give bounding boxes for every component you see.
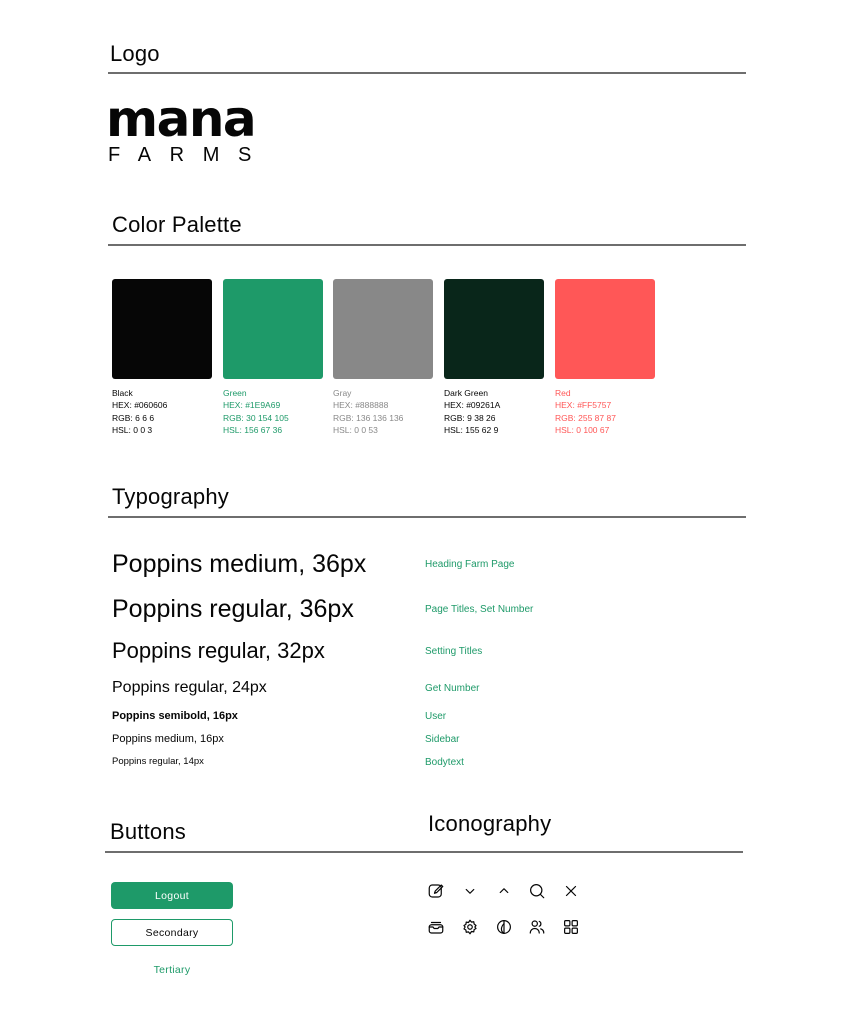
- grid-icon[interactable]: [562, 918, 580, 936]
- type-usage: Bodytext: [425, 757, 464, 768]
- edit-icon[interactable]: [427, 882, 445, 900]
- swatch-info: [112, 387, 212, 437]
- divider: [108, 516, 746, 518]
- swatch-rgb: RGB: 30 154 105: [223, 412, 289, 423]
- divider: [105, 851, 743, 853]
- swatch-hex: HEX: #888888: [333, 400, 389, 411]
- swatch-name: Red: [555, 388, 571, 398]
- inbox-icon[interactable]: [427, 918, 445, 936]
- type-sample-semibold-16: Poppins semibold, 16px: [112, 710, 238, 722]
- tertiary-button[interactable]: Tertiary: [153, 963, 191, 976]
- type-usage: Sidebar: [425, 734, 460, 745]
- swatch-hex: HEX: #FF5757: [555, 400, 612, 411]
- swatch-gray: [333, 279, 433, 437]
- type-sample-medium-36: Poppins medium, 36px: [112, 550, 367, 578]
- swatch-dark-green: [444, 279, 544, 437]
- close-icon[interactable]: [562, 882, 580, 900]
- section-title-iconography: Iconography: [428, 811, 552, 836]
- section-title-typography: Typography: [112, 484, 229, 509]
- swatch-rgb: RGB: 136 136 136: [333, 412, 404, 423]
- section-title-palette: Color Palette: [112, 212, 242, 237]
- section-title-logo: Logo: [110, 41, 160, 66]
- swatch-name: Gray: [333, 388, 352, 398]
- swatch-hsl: HSL: 0 0 53: [333, 425, 378, 436]
- swatch-color: [333, 279, 433, 379]
- swatch-info: [223, 387, 323, 437]
- swatch-info: [555, 387, 655, 437]
- search-icon[interactable]: [528, 882, 546, 900]
- gear-icon[interactable]: [461, 918, 479, 936]
- logout-button[interactable]: Logout: [111, 882, 233, 909]
- type-usage: Setting Titles: [425, 646, 483, 657]
- swatch-hsl: HSL: 0 100 67: [555, 425, 610, 436]
- secondary-button[interactable]: Secondary: [111, 919, 233, 946]
- swatch-green: [223, 279, 323, 437]
- swatch-hex: HEX: #060606: [112, 400, 168, 411]
- swatch-hsl: HSL: 155 62 9: [444, 425, 499, 436]
- section-title-buttons: Buttons: [110, 819, 187, 844]
- divider: [108, 72, 746, 74]
- swatch-red: [555, 279, 655, 437]
- type-usage: User: [425, 711, 447, 722]
- type-sample-regular-32: Poppins regular, 32px: [112, 638, 325, 663]
- swatch-rgb: RGB: 255 87 87: [555, 412, 616, 423]
- swatch-info: [444, 387, 544, 437]
- swatch-hex: HEX: #09261A: [444, 400, 501, 411]
- chevron-up-icon[interactable]: [495, 882, 513, 900]
- swatch-name: Black: [112, 388, 133, 398]
- swatch-rgb: RGB: 6 6 6: [112, 412, 155, 423]
- divider: [108, 244, 746, 246]
- leaf-icon[interactable]: [495, 918, 513, 936]
- swatch-hex: HEX: #1E9A69: [223, 400, 281, 411]
- type-sample-regular-14: Poppins regular, 14px: [112, 756, 204, 767]
- swatch-hsl: HSL: 0 0 3: [112, 425, 153, 436]
- swatch-color: [223, 279, 323, 379]
- swatch-name: Green: [223, 388, 247, 398]
- swatch-color: [444, 279, 544, 379]
- type-sample-regular-24: Poppins regular, 24px: [112, 679, 267, 696]
- swatch-color: [112, 279, 212, 379]
- swatch-black: [112, 279, 212, 437]
- chevron-down-icon[interactable]: [461, 882, 479, 900]
- type-usage: Get Number: [425, 683, 480, 694]
- type-usage: Heading Farm Page: [425, 559, 515, 570]
- type-sample-medium-16: Poppins medium, 16px: [112, 733, 224, 745]
- users-icon[interactable]: [528, 918, 546, 936]
- swatch-info: [333, 387, 433, 437]
- type-sample-regular-36: Poppins regular, 36px: [112, 595, 354, 623]
- logo-subtitle: FARMS: [108, 144, 270, 166]
- swatch-color: [555, 279, 655, 379]
- swatch-name: Dark Green: [444, 388, 488, 398]
- swatch-rgb: RGB: 9 38 26: [444, 412, 496, 423]
- swatch-hsl: HSL: 156 67 36: [223, 425, 283, 436]
- type-usage: Page Titles, Set Number: [425, 604, 534, 615]
- logo-wordmark: mana: [106, 90, 256, 148]
